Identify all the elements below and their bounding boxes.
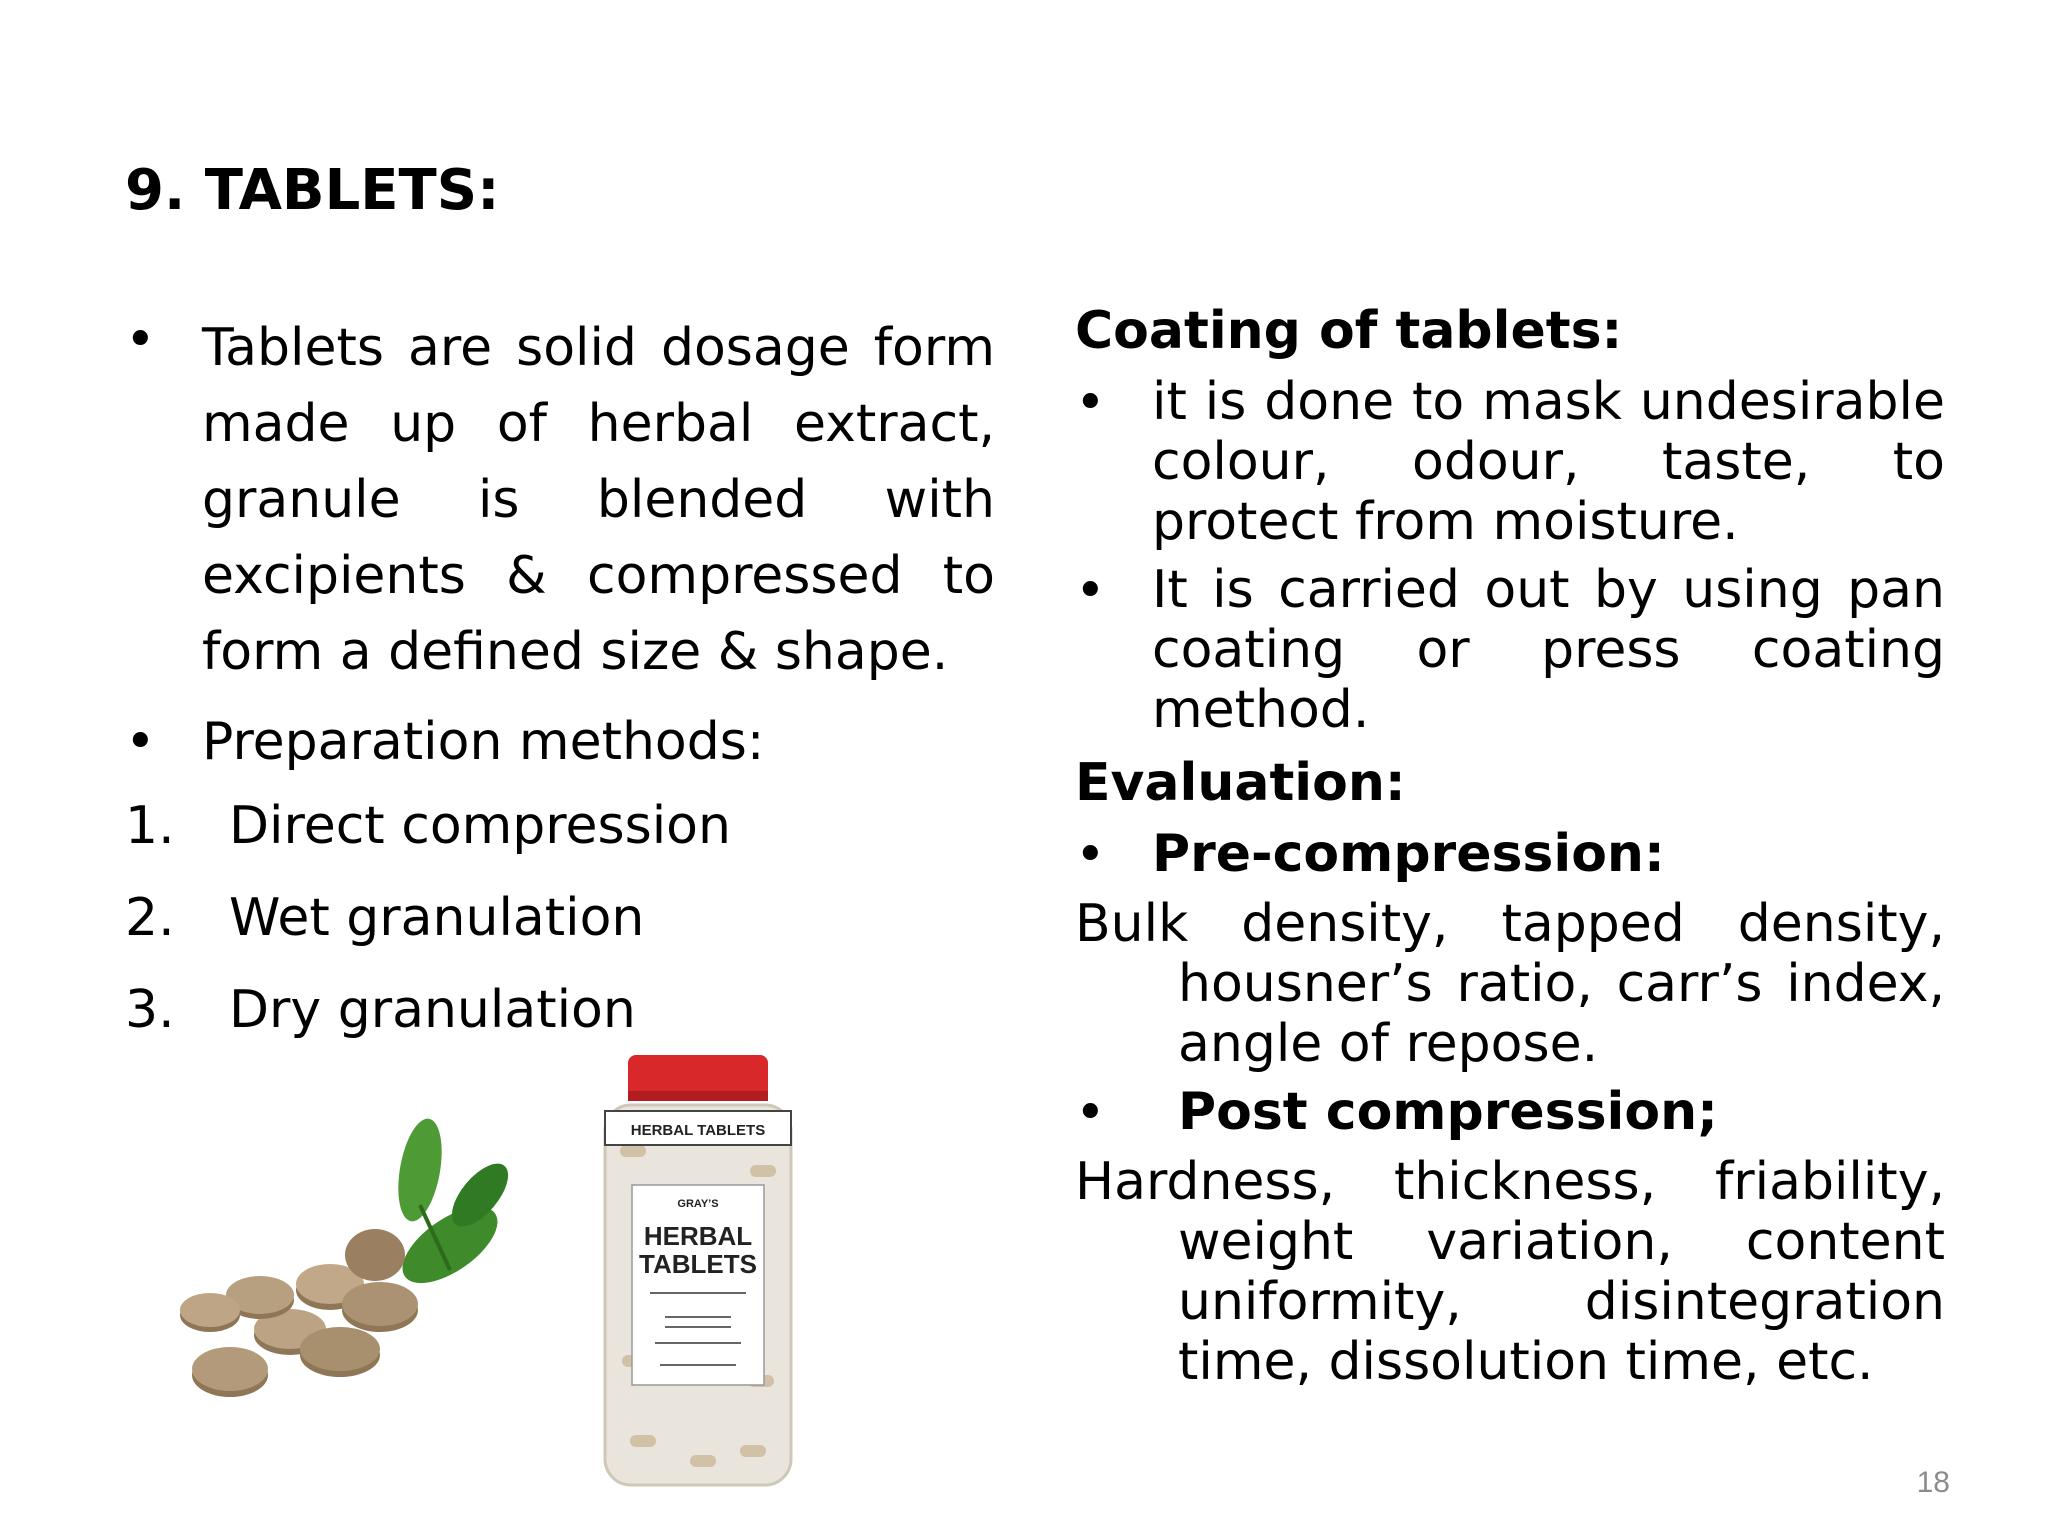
coating-point	[1075, 560, 1945, 740]
coating-heading: Coating of tablets:	[1075, 301, 1623, 361]
list-item	[125, 964, 995, 1056]
coating-point-text: it is done to mask undesirable colour, odour, taste, to protect from moisture.	[1152, 372, 1945, 552]
page-number: 18	[1916, 1466, 1950, 1499]
list-item-label: Direct compression	[229, 796, 731, 856]
bullet-marker: •	[1075, 373, 1106, 433]
list-item-label: Wet granulation	[229, 888, 645, 948]
right-column	[1075, 298, 1945, 1392]
bullet-marker: •	[1075, 825, 1106, 885]
bullet-marker: •	[1075, 1083, 1106, 1143]
jar-main-label-2: TABLETS	[639, 1249, 757, 1279]
list-number: 2.	[125, 888, 175, 948]
methods-heading: Preparation methods:	[202, 712, 765, 772]
methods-bullet	[125, 704, 995, 780]
bullet-marker: •	[125, 712, 156, 772]
coating-point-text: It is carried out by using pan coating or press coating method.	[1152, 560, 1945, 740]
jar-main-label-1: HERBAL	[643, 1221, 753, 1251]
tablet-pile	[180, 1229, 418, 1397]
leaf-sprig	[390, 1115, 518, 1298]
list-item-label: Dry granulation	[229, 980, 636, 1040]
left-column	[125, 310, 995, 1056]
list-number: 3.	[125, 980, 175, 1040]
pre-compression-heading: Pre-compression:	[1152, 824, 1665, 884]
jar-top-label: HERBAL TABLETS	[630, 1122, 766, 1139]
post-compression-bullet	[1075, 1082, 1945, 1144]
tablet-jar	[605, 1055, 791, 1485]
list-item	[125, 780, 995, 872]
pre-compression-text: Bulk density, tapped density, housner’s ratio, carr’s index, angle of repose.	[1075, 894, 1945, 1074]
bullet-marker: •	[1075, 561, 1106, 621]
jar-brand-label: GRAY’S	[677, 1198, 719, 1210]
coating-point	[1075, 372, 1945, 552]
evaluation-heading: Evaluation:	[1075, 753, 1406, 813]
list-number: 1.	[125, 796, 175, 856]
bullet-marker: •	[125, 310, 156, 370]
post-compression-text: Hardness, thickness, friability, weight variation, content uniformity, disintegration time, dissolution time, etc.	[1075, 1152, 1945, 1392]
post-compression-heading: Post compression;	[1178, 1082, 1718, 1142]
list-item	[125, 872, 995, 964]
intro-bullet	[125, 310, 995, 690]
pre-compression-bullet	[1075, 824, 1945, 886]
herbal-tablets-image	[150, 1055, 830, 1495]
slide-title: 9. TABLETS:	[125, 158, 500, 223]
intro-text: Tablets are solid dosage form made up of herbal extract, granule is blended with excipients & compressed to form a defined size & shape.	[202, 318, 995, 682]
